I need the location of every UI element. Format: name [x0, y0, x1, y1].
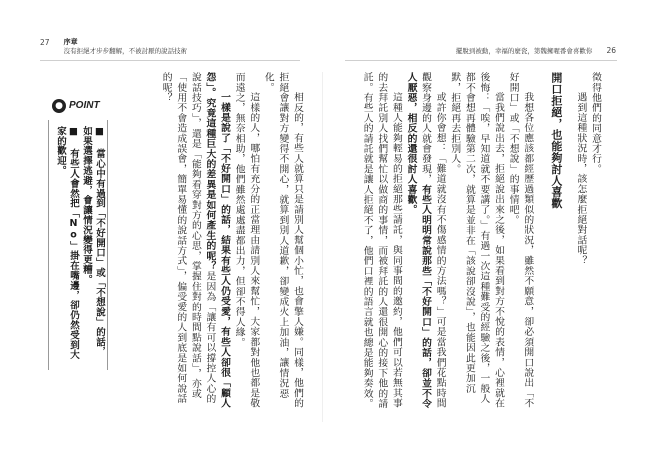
text-run: 或許你會想：「難道就沒有不傷感情的方法嗎？」可是當我們花點時間觀察身邊的人就會發現，	[420, 72, 446, 408]
left-book-subtitle: 沒有拒絕才步步翻解，不被討厭的說話技術	[63, 47, 188, 55]
left-header-rule	[40, 60, 300, 61]
right-page-header	[456, 46, 616, 68]
paragraph: 當我們說出去，拒絕說出來之後，如果看到對方不悅的表情，心裡就在後悔：「唉，早知道就不要講了。」有過一次這種難受的經驗之後，一般人都不會想再體驗第二次，就算是並非在「該說卻沒說」，也能因此更加沉默，拒絕再去拒別人。	[449, 72, 505, 408]
paragraph	[158, 72, 231, 412]
left-page-body	[118, 72, 304, 412]
point-label: POINT	[69, 100, 100, 111]
emphasis-text: 有些人明明常說那些「不好開口」的話，卻並不令人厭惡，相反的還很討人喜歡。	[405, 72, 432, 409]
paragraph: 這樣的人，哪怕有充分的正當理由請別人來幫忙，大家都對他也都是敬而遠之，無奈相助，他們雖然處處盡都出力，但卻不得人緣。	[233, 72, 260, 408]
book-gutter	[322, 72, 323, 422]
left-page-header	[40, 38, 187, 60]
section-heading: 開口拒絕，也能夠討人喜歡	[549, 72, 563, 209]
point-summary-box	[44, 98, 106, 360]
left-page-number: 27	[40, 38, 50, 47]
paragraph: 徵得他們的同意才行。	[590, 72, 601, 174]
point-item: ■ 當心中有過到「不好開口」或「不想說」的話，如果選擇逃避，會讓情況變得更糟。	[81, 126, 105, 357]
right-header-rule	[345, 60, 617, 61]
text-run: 是因為「讓有可以撐控人心的說話技巧」，還是「能夠看穿對方的心思，掌握住對的時間點說話」，亦或「使用不會造成誤會，簡單易懂的說話方式」，偏受愛的人到底是如何說話的呢？	[160, 72, 216, 404]
paragraph: 相反的，有些人就算只是請別人幫個小忙，也會擎人嫌。同樣，他們的拒絕會讓對方變得不開心，就算到別人道歉，卻變成火上加油，讓情況惡化。	[262, 72, 303, 408]
point-marker-icon: ●	[52, 99, 66, 113]
point-text	[54, 126, 106, 366]
emphasis-text: 一樣是說了「不好開口」的話，結果有些人仍受愛，有些人卻很「顧人怨」。究竟這種巨大的差異是如何產生的呢？	[204, 72, 231, 408]
point-item: ■ 有些人會然把「No」掛在嘴邊，卻仍然受到大家的歡迎。	[55, 126, 79, 360]
right-book-subtitle: 擺脫到被動，幸福的麼瓷，第魏擁喔番會喜歡你	[455, 47, 593, 55]
left-section-title: 序章	[63, 38, 78, 46]
paragraph: 這種人能夠輕易的拒絕那些請託，與同事間的邀約，他們可以若無其事的去拜託別人找們幫忙以做商的事情，而被拜託的人還很開心的接下他的請託。有些人的請託就是讓人拒絕不了，他們口裡的語言就也總是能夠奏效。	[361, 72, 402, 409]
right-page-number: 26	[606, 46, 616, 55]
point-badge	[52, 98, 114, 116]
paragraph: 我想各位應該都經歷過類似的狀況，雖然不願意，卻必須開口說出「不好開口」或「不想說」的事情吧。	[507, 72, 534, 408]
paragraph: 遇到這種狀況時，該怎麼拒絕對話呢？	[575, 91, 587, 265]
paragraph	[403, 72, 447, 412]
right-page-body	[340, 72, 602, 412]
